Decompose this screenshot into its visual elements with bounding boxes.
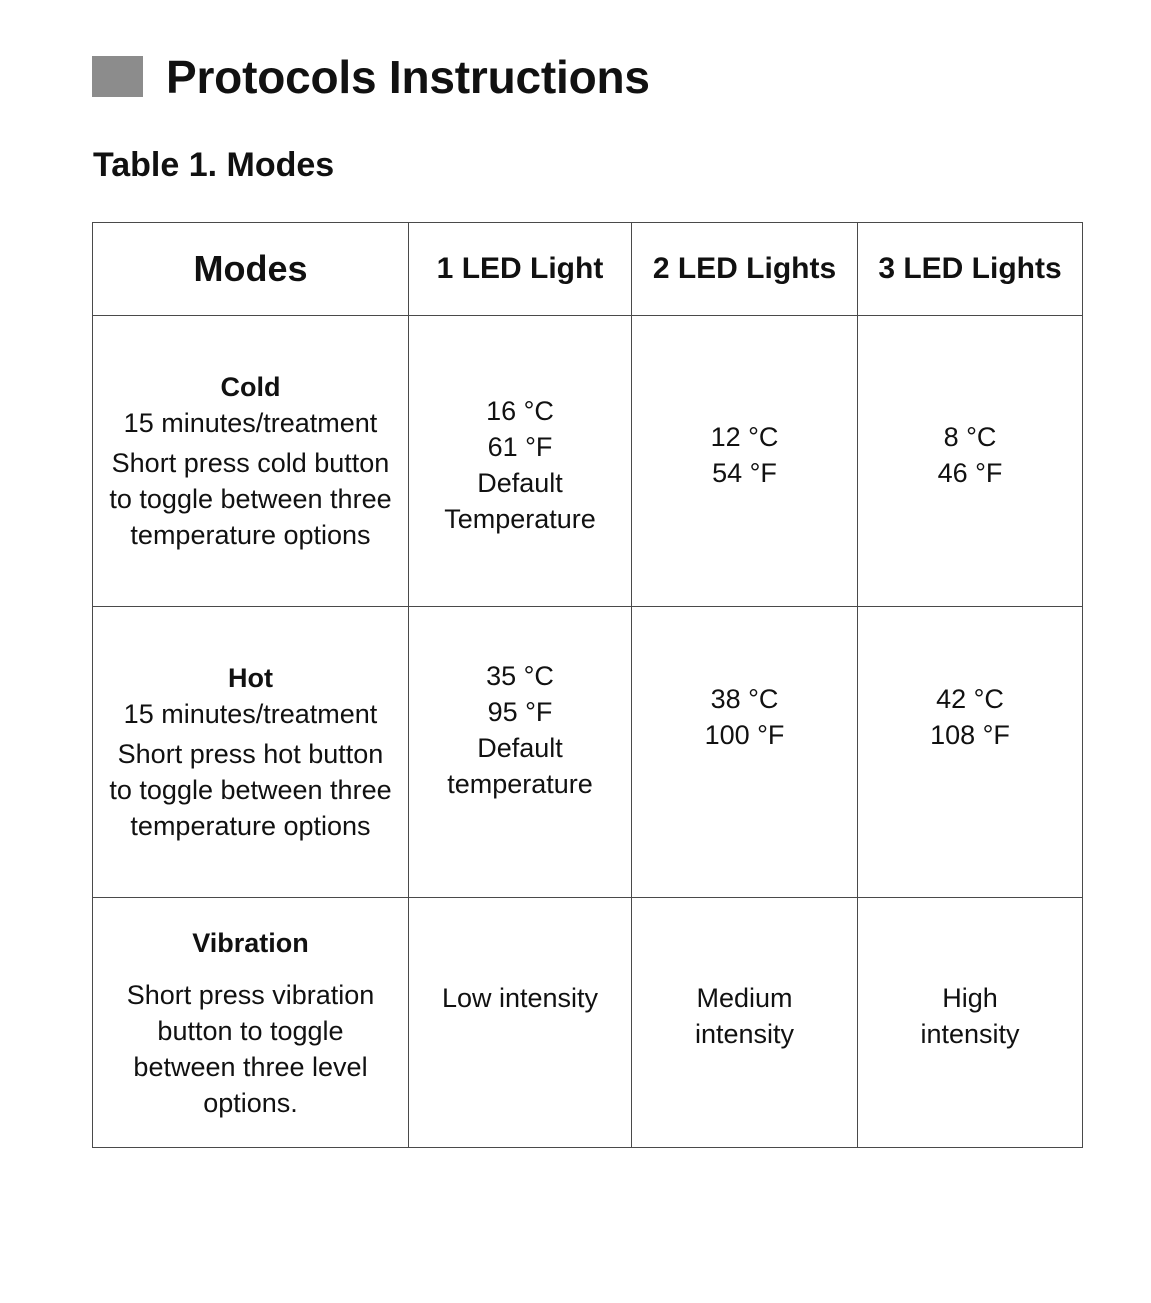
vibration-3-led-value [858,898,1083,1148]
mode-instruction-vibration: Short press vibration button to toggle between three level options. [126,979,375,1118]
mode-name-hot: Hot [228,663,273,693]
mode-instruction-hot: Short press hot button to toggle between three temperature options [109,739,392,841]
mode-cell-vibration [93,898,409,1148]
hot-1-led-celsius: 35 °C [486,660,554,691]
mode-cell-hot [93,607,409,898]
modes-table [92,222,1083,1148]
mode-cell-cold [93,316,409,607]
hot-2-led-fahrenheit: 100 °F [704,720,785,750]
page-title: Protocols Instructions [166,51,650,103]
vibration-3-led-level: High [942,982,998,1013]
mode-name-vibration: Vibration [192,927,309,958]
cold-2-led-value [632,316,858,607]
vibration-2-led-value [632,898,858,1148]
table-caption: Table 1. Modes [93,146,335,184]
mode-duration-hot: 15 minutes/treatment [123,699,378,729]
hot-3-led-celsius: 42 °C [936,684,1004,714]
hot-1-led-fahrenheit: 95 °F [487,696,553,727]
hot-3-led-value [858,607,1083,898]
vibration-2-led-intensity-label: intensity [694,1018,795,1049]
header-modes: Modes [93,223,409,316]
mode-name-cold: Cold [220,372,281,402]
cold-3-led-celsius: 8 °C [943,422,997,452]
table-header-row [93,223,1083,316]
hot-1-led-default-label: Default [477,732,563,763]
hot-1-led-value [409,607,632,898]
header-3-led-lights: 3 LED Lights [858,223,1083,316]
cold-1-led-fahrenheit: 61 °F [487,432,553,462]
cold-3-led-value [858,316,1083,607]
cold-1-led-value [409,316,632,607]
cold-1-led-temperature-label: Temperature [444,504,596,534]
vibration-1-led-intensity: Low intensity [441,982,599,1013]
hot-3-led-fahrenheit: 108 °F [930,720,1010,750]
hot-1-led-temperature-label: temperature [447,768,593,799]
cold-2-led-fahrenheit: 54 °F [712,458,777,488]
vibration-2-led-level: Medium [696,982,793,1013]
cold-1-led-default-label: Default [477,468,563,498]
table-row-vibration [93,898,1083,1148]
cold-2-led-celsius: 12 °C [710,422,779,452]
cold-3-led-fahrenheit: 46 °F [937,458,1003,488]
vibration-3-led-intensity-label: intensity [920,1018,1020,1049]
table-row-hot [93,607,1083,898]
header-2-led-lights: 2 LED Lights [632,223,858,316]
cold-1-led-celsius: 16 °C [486,396,554,426]
header-1-led-light: 1 LED Light [409,223,632,316]
mode-duration-cold: 15 minutes/treatment [123,408,378,438]
hot-2-led-value [632,607,858,898]
hot-2-led-celsius: 38 °C [710,684,779,714]
vibration-1-led-value [409,898,632,1148]
table-row-cold [93,316,1083,607]
title-marker-square [92,56,143,97]
mode-instruction-cold: Short press cold button to toggle between three temperature options [109,448,392,550]
